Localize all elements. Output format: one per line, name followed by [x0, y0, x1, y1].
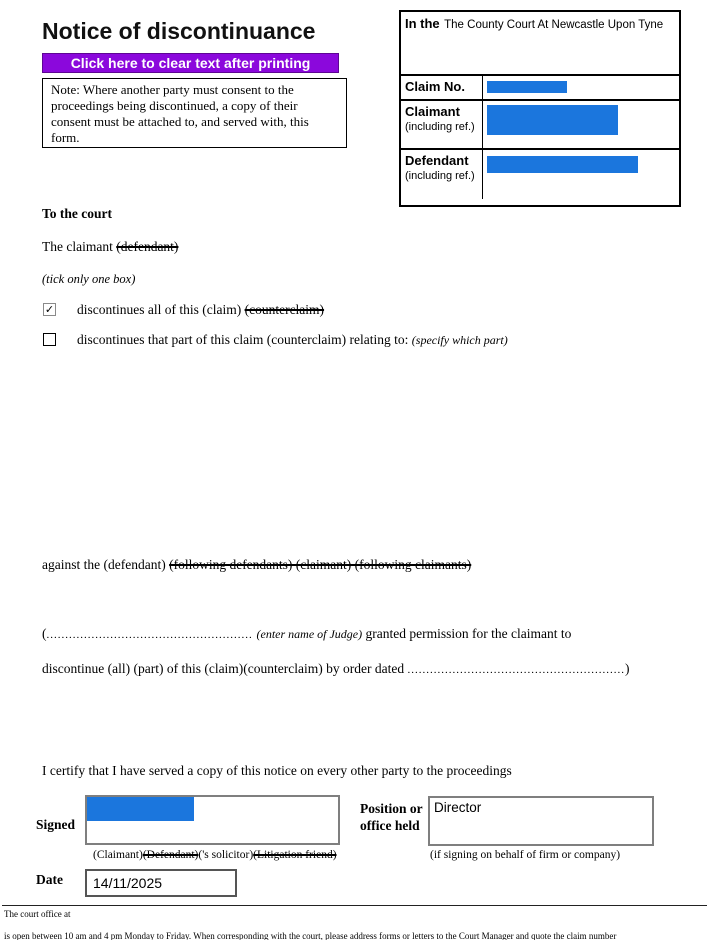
claim-no-redacted-value[interactable]	[487, 81, 567, 93]
enter-judge-name-hint: (enter name of Judge)	[256, 627, 363, 641]
footer-divider	[2, 905, 707, 906]
certify-line: I certify that I have served a copy of this notice on every other party to the proceedings	[42, 763, 512, 778]
order-dated-line	[42, 661, 629, 677]
claim-no-row	[401, 76, 679, 101]
claimant-row	[401, 101, 679, 150]
claimant-including-ref: (including ref.)	[405, 121, 475, 133]
judge-dotted-field[interactable]: .......................................................	[46, 629, 257, 641]
position-caption: (if signing on behalf of firm or company)	[430, 849, 621, 861]
date-value: 14/11/2025	[93, 875, 163, 891]
claim-no-label: Claim No.	[405, 79, 465, 94]
tick-only-one-box-note: (tick only one box)	[42, 272, 136, 286]
court-name-value[interactable]: The County Court At Newcastle Upon Tyne	[444, 19, 664, 31]
caption-solicitor: ('s solicitor)	[198, 849, 254, 861]
against-text: against the (defendant)	[42, 557, 170, 572]
defendant-row	[401, 150, 679, 199]
claimant-line-struck-defendant: (defendant)	[116, 239, 179, 254]
judge-open-paren: (	[42, 626, 47, 641]
caption-litigation-friend-struck: (Litigation friend)	[253, 849, 337, 861]
order-date-dotted-field[interactable]: ..........................................................	[407, 664, 625, 676]
option1-struck-counterclaim: (counterclaim)	[244, 302, 325, 317]
caption-claimant: (Claimant)	[93, 849, 143, 861]
consent-note-text: Note: Where another party must consent to the proceedings being discontinued, a copy of their consent must be attached to, and served with, this form.	[51, 82, 309, 145]
claimant-value-cell	[484, 101, 679, 148]
defendant-label-cell	[401, 150, 483, 199]
date-label: Date	[36, 872, 63, 887]
checkmark-icon: ✓	[44, 304, 55, 316]
court-office-hours-line: is open between 10 am and 4 pm Monday to Friday. When corresponding with the court, please address forms or letters to the Court Manager and quote the claim number	[4, 931, 617, 940]
claimant-label: Claimant	[405, 104, 460, 119]
court-details-table	[399, 10, 681, 207]
defendant-redacted-value[interactable]	[487, 156, 638, 173]
page-title: Notice of discontinuance	[42, 18, 316, 44]
judge-granted-text: granted permission for the claimant to	[362, 626, 572, 641]
judge-permission-line	[42, 626, 571, 642]
caption-defendant-struck: (Defendant)	[142, 849, 199, 861]
signature-redacted-value	[87, 797, 194, 821]
discontinue-all-option	[77, 302, 324, 318]
consent-note-box	[42, 78, 347, 148]
option1-text: discontinues all of this (claim)	[77, 302, 245, 317]
position-or-office-held-label: Position or office held	[360, 801, 423, 833]
option2-text: discontinues that part of this claim (counterclaim) relating to:	[77, 332, 412, 347]
claim-no-label-cell	[401, 76, 483, 99]
date-field[interactable]	[85, 869, 237, 897]
court-row	[401, 12, 679, 76]
defendant-value-cell	[484, 150, 679, 199]
against-struck-options: (following defendants) (claimant) (following claimants)	[169, 557, 472, 572]
defendant-label: Defendant	[405, 153, 469, 168]
position-field[interactable]	[428, 796, 654, 846]
discontinue-all-checkbox[interactable]	[43, 303, 56, 316]
defendant-including-ref: (including ref.)	[405, 170, 475, 182]
position-value: Director	[434, 800, 482, 815]
discontinue-text: discontinue (all) (part) of this (claim)(counterclaim) by order dated	[42, 661, 408, 676]
claimant-line	[42, 239, 178, 255]
in-the-label: In the	[405, 16, 440, 31]
option2-specify-hint: (specify which part)	[411, 333, 508, 347]
signed-field[interactable]	[85, 795, 340, 845]
to-the-court-heading: To the court	[42, 206, 112, 221]
claimant-line-text: The claimant	[42, 239, 117, 254]
court-office-at-line: The court office at	[4, 909, 71, 919]
against-line	[42, 557, 471, 573]
signed-caption	[93, 849, 337, 861]
close-paren: )	[624, 661, 630, 676]
claim-no-value-cell	[484, 76, 679, 99]
clear-text-button[interactable]: Click here to clear text after printing	[42, 53, 339, 73]
signed-label: Signed	[36, 817, 76, 832]
claimant-label-cell	[401, 101, 483, 148]
discontinue-part-option	[77, 332, 508, 348]
claimant-redacted-value[interactable]	[487, 105, 618, 135]
discontinue-part-checkbox[interactable]	[43, 333, 56, 346]
